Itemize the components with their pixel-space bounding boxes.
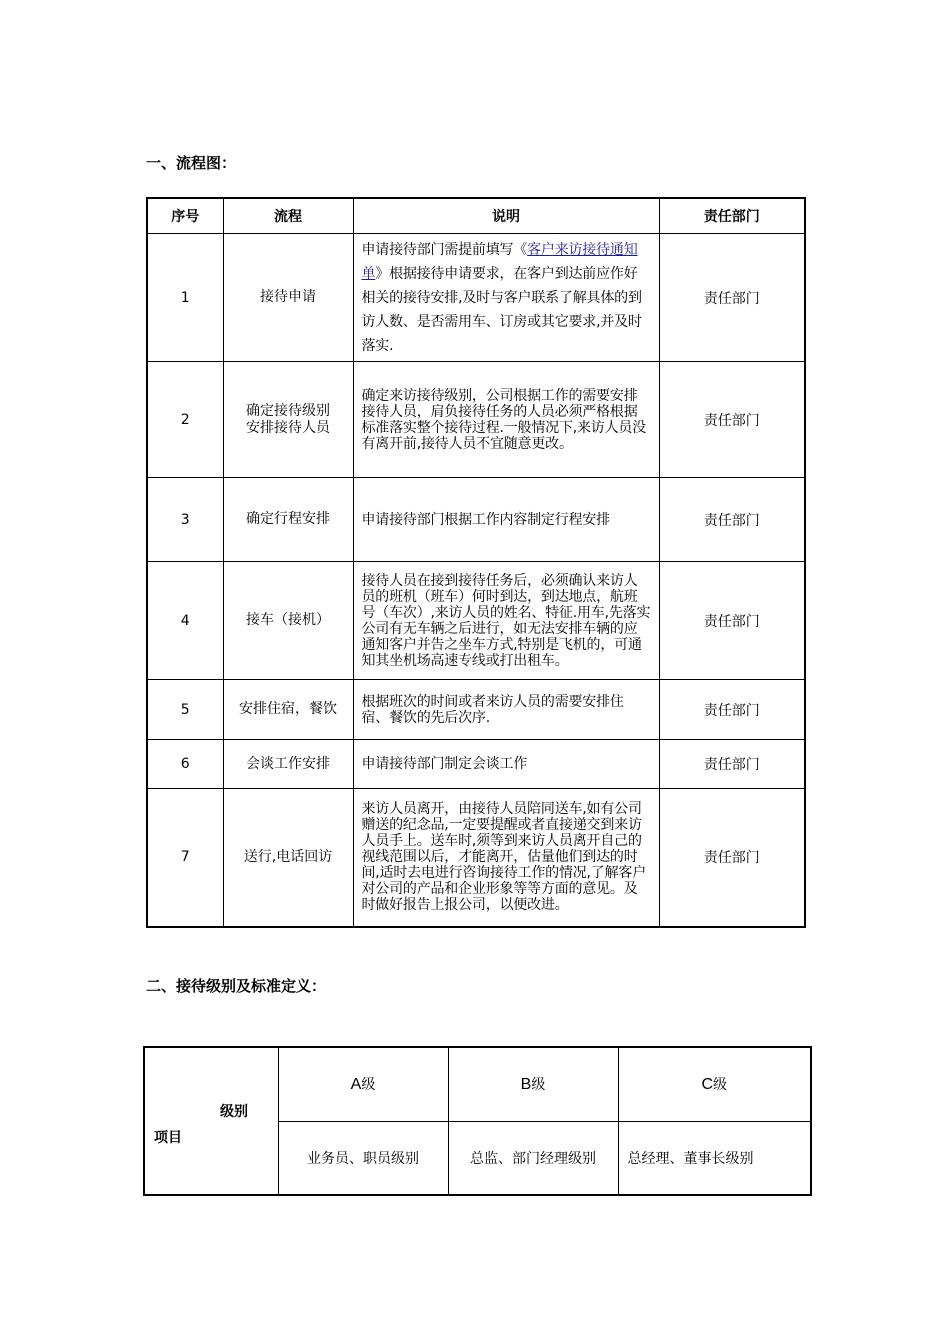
row-dept: 责任部门 [659,478,805,562]
row-process [223,740,353,789]
flow-table [146,197,806,928]
corner-label-item: 项目 [154,1130,182,1146]
desc-text: 接待人员在接到接待任务后，必须确认来访人员的班机（班车）何时到达，到达地点，航班号（车次）,来访人员的姓名、特征.用车,先落实公司有无车辆之后进行，如无法安排车辆的应通知客户并告之坐车方式,特别是飞机的，可通知其坐机场高速专线或打出租车。 [361,572,651,669]
table-row [147,234,805,362]
row-dept: 责任部门 [659,562,805,680]
visitor-form-link[interactable]: 客户来访接待通知单 [361,241,638,282]
level-letter: B [520,1076,532,1094]
row-process [223,680,353,740]
level-table [143,1046,812,1196]
level-c-header [618,1047,811,1121]
row-desc [353,478,659,562]
process-label: 送行,电话回访 [243,848,333,865]
row-no: 3 [147,478,223,562]
desc-text: 根据班次的时间或者来访人员的需要安排住宿、餐饮的先后次序. [361,693,624,726]
row-process [223,234,353,362]
level-suffix: 级 [531,1077,546,1094]
row-dept: 责任部门 [659,740,805,789]
row-desc [353,789,659,927]
header-no: 序号 [147,198,223,234]
corner-label-level: 级别 [220,1104,248,1120]
header-dept: 责任部门 [659,198,805,234]
desc-text: 来访人员离开，由接待人员陪同送车,如有公司赠送的纪念品,一定要提醒或者直接递交到来访人员手上。送车时,须等到来访人员离开自己的视线范围以后，才能离开，估量他们到达的时间,适时去电进行咨询接待工作的情况,了解客户对公司的产品和企业形象等等方面的意见。及时做好报告上报公司，以便改进。 [361,801,646,914]
row-desc [353,362,659,478]
table-row [147,680,805,740]
section-2-title: 二、接待级别及标准定义： [146,977,327,995]
row-no: 4 [147,562,223,680]
level-suffix: 级 [713,1077,728,1094]
row-no: 6 [147,740,223,789]
level-b-desc: 总监、部门经理级别 [448,1121,618,1195]
desc-text: 申请接待部门根据工作内容制定行程安排 [361,511,610,528]
table-row [147,562,805,680]
level-b-header [448,1047,618,1121]
row-process [223,789,353,927]
level-corner-cell [144,1047,278,1195]
row-no: 7 [147,789,223,927]
table-row [147,478,805,562]
desc-text: 确定来访接待级别，公司根据工作的需要安排接待人员，肩负接待任务的人员必须严格根据标准落实整个接待过程.一般情况下,来访人员没有离开前,接待人员不宜随意更改。 [361,387,646,452]
row-process [223,362,353,478]
level-letter: A [350,1076,362,1094]
row-dept: 责任部门 [659,789,805,927]
section-1-title: 一、流程图： [146,154,237,172]
row-desc [353,562,659,680]
process-label: 接待申请 [260,289,316,305]
process-label: 接车（接机） [246,612,330,628]
flow-table-header-row [147,198,805,234]
process-label: 确定行程安排 [246,511,330,527]
table-row [147,789,805,927]
table-row [147,362,805,478]
process-label: 会谈工作安排 [246,755,330,772]
row-process [223,478,353,562]
row-desc [353,234,659,362]
row-dept: 责任部门 [659,234,805,362]
row-desc [353,740,659,789]
process-label: 确定接待级别 [246,402,330,419]
table-row [147,740,805,789]
level-c-desc: 总经理、董事长级别 [618,1121,811,1195]
desc-text: 申请接待部门需提前填写《 [361,241,528,258]
row-dept: 责任部门 [659,680,805,740]
row-no: 1 [147,234,223,362]
level-a-header [278,1047,448,1121]
header-desc: 说明 [353,198,659,234]
process-label: 安排住宿，餐饮 [239,701,337,717]
row-process [223,562,353,680]
desc-text: 申请接待部门制定会谈工作 [361,756,528,772]
process-label: 安排接待人员 [246,419,330,436]
header-process: 流程 [223,198,353,234]
row-no: 2 [147,362,223,478]
level-header-row [144,1047,811,1121]
row-desc [353,680,659,740]
desc-text: 》根据接待申请要求，在客户到达前应作好相关的接待安排,及时与客户联系了解具体的到访人数、是否需用车、订房或其它要求,并及时落实. [361,265,642,354]
row-no: 5 [147,680,223,740]
level-suffix: 级 [361,1077,376,1094]
level-letter: C [701,1076,714,1094]
level-a-desc: 业务员、职员级别 [278,1121,448,1195]
row-dept: 责任部门 [659,362,805,478]
